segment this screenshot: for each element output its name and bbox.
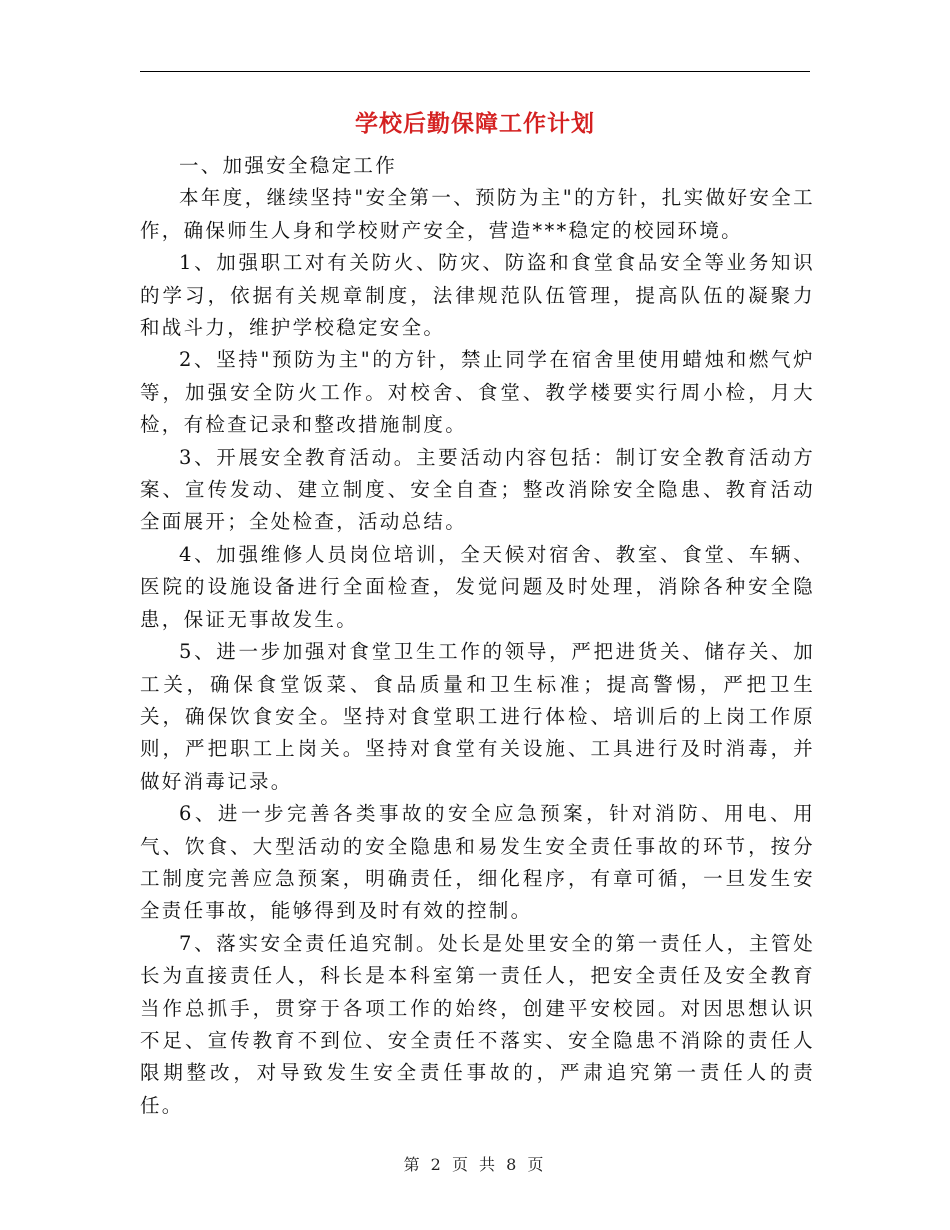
document-title: 学校后勤保障工作计划: [355, 111, 595, 137]
intro-paragraph: 本年度，继续坚持"安全第一、预防为主"的方针，扎实做好安全工作，确保师生人身和学校财产安全，营造***稳定的校园环境。: [140, 186, 815, 242]
item-6-paragraph: 6、进一步完善各类事故的安全应急预案，针对消防、用电、用气、饮食、大型活动的安全隐患和易发生安全责任事故的环节，按分工制度完善应急预案，明确责任，细化程序，有章可循，一旦发生安全责任事故，能够得到及时有效的控制。: [140, 802, 815, 923]
header-rule: [140, 71, 810, 72]
item-1-paragraph: 1、加强职工对有关防火、防灾、防盗和食堂食品安全等业务知识的学习，依据有关规章制度，法律规范队伍管理，提高队伍的凝聚力和战斗力，维护学校稳定安全。: [140, 251, 815, 340]
page-number: 第 2 页 共 8 页: [403, 1155, 547, 1174]
item-3-paragraph: 3、开展安全教育活动。主要活动内容包括：制订安全教育活动方案、宣传发动、建立制度、安全自查；整改消除安全隐患、教育活动全面展开；全处检查，活动总结。: [140, 445, 815, 534]
section-heading: 一、加强安全稳定工作: [179, 154, 398, 177]
item-7-paragraph: 7、落实安全责任追究制。处长是处里安全的第一责任人，主管处长为直接责任人，科长是本科室第一责任人，把安全责任及安全教育当作总抓手，贯穿于各项工作的始终，创建平安校园。对因思想认识不足、宣传教育不到位、安全责任不落实、安全隐患不消除的责任人限期整改，对导致发生安全责任事故的，严肃追究第一责任人的责任。: [140, 931, 815, 1117]
item-4-paragraph: 4、加强维修人员岗位培训，全天候对宿舍、教室、食堂、车辆、医院的设施设备进行全面检查，发觉问题及时处理，消除各种安全隐患，保证无事故发生。: [140, 542, 815, 631]
item-2-paragraph: 2、坚持"预防为主"的方针，禁止同学在宿舍里使用蜡烛和燃气炉等，加强安全防火工作。对校舍、食堂、教学楼要实行周小检，月大检，有检查记录和整改措施制度。: [140, 348, 815, 437]
document-body: [140, 150, 815, 1122]
item-5-paragraph: 5、进一步加强对食堂卫生工作的领导，严把进货关、储存关、加工关，确保食堂饭菜、食品质量和卫生标准；提高警惕，严把卫生关，确保饮食安全。坚持对食堂职工进行体检、培训后的上岗工作原则，严把职工上岗关。坚持对食堂有关设施、工具进行及时消毒，并做好消毒记录。: [140, 640, 815, 793]
